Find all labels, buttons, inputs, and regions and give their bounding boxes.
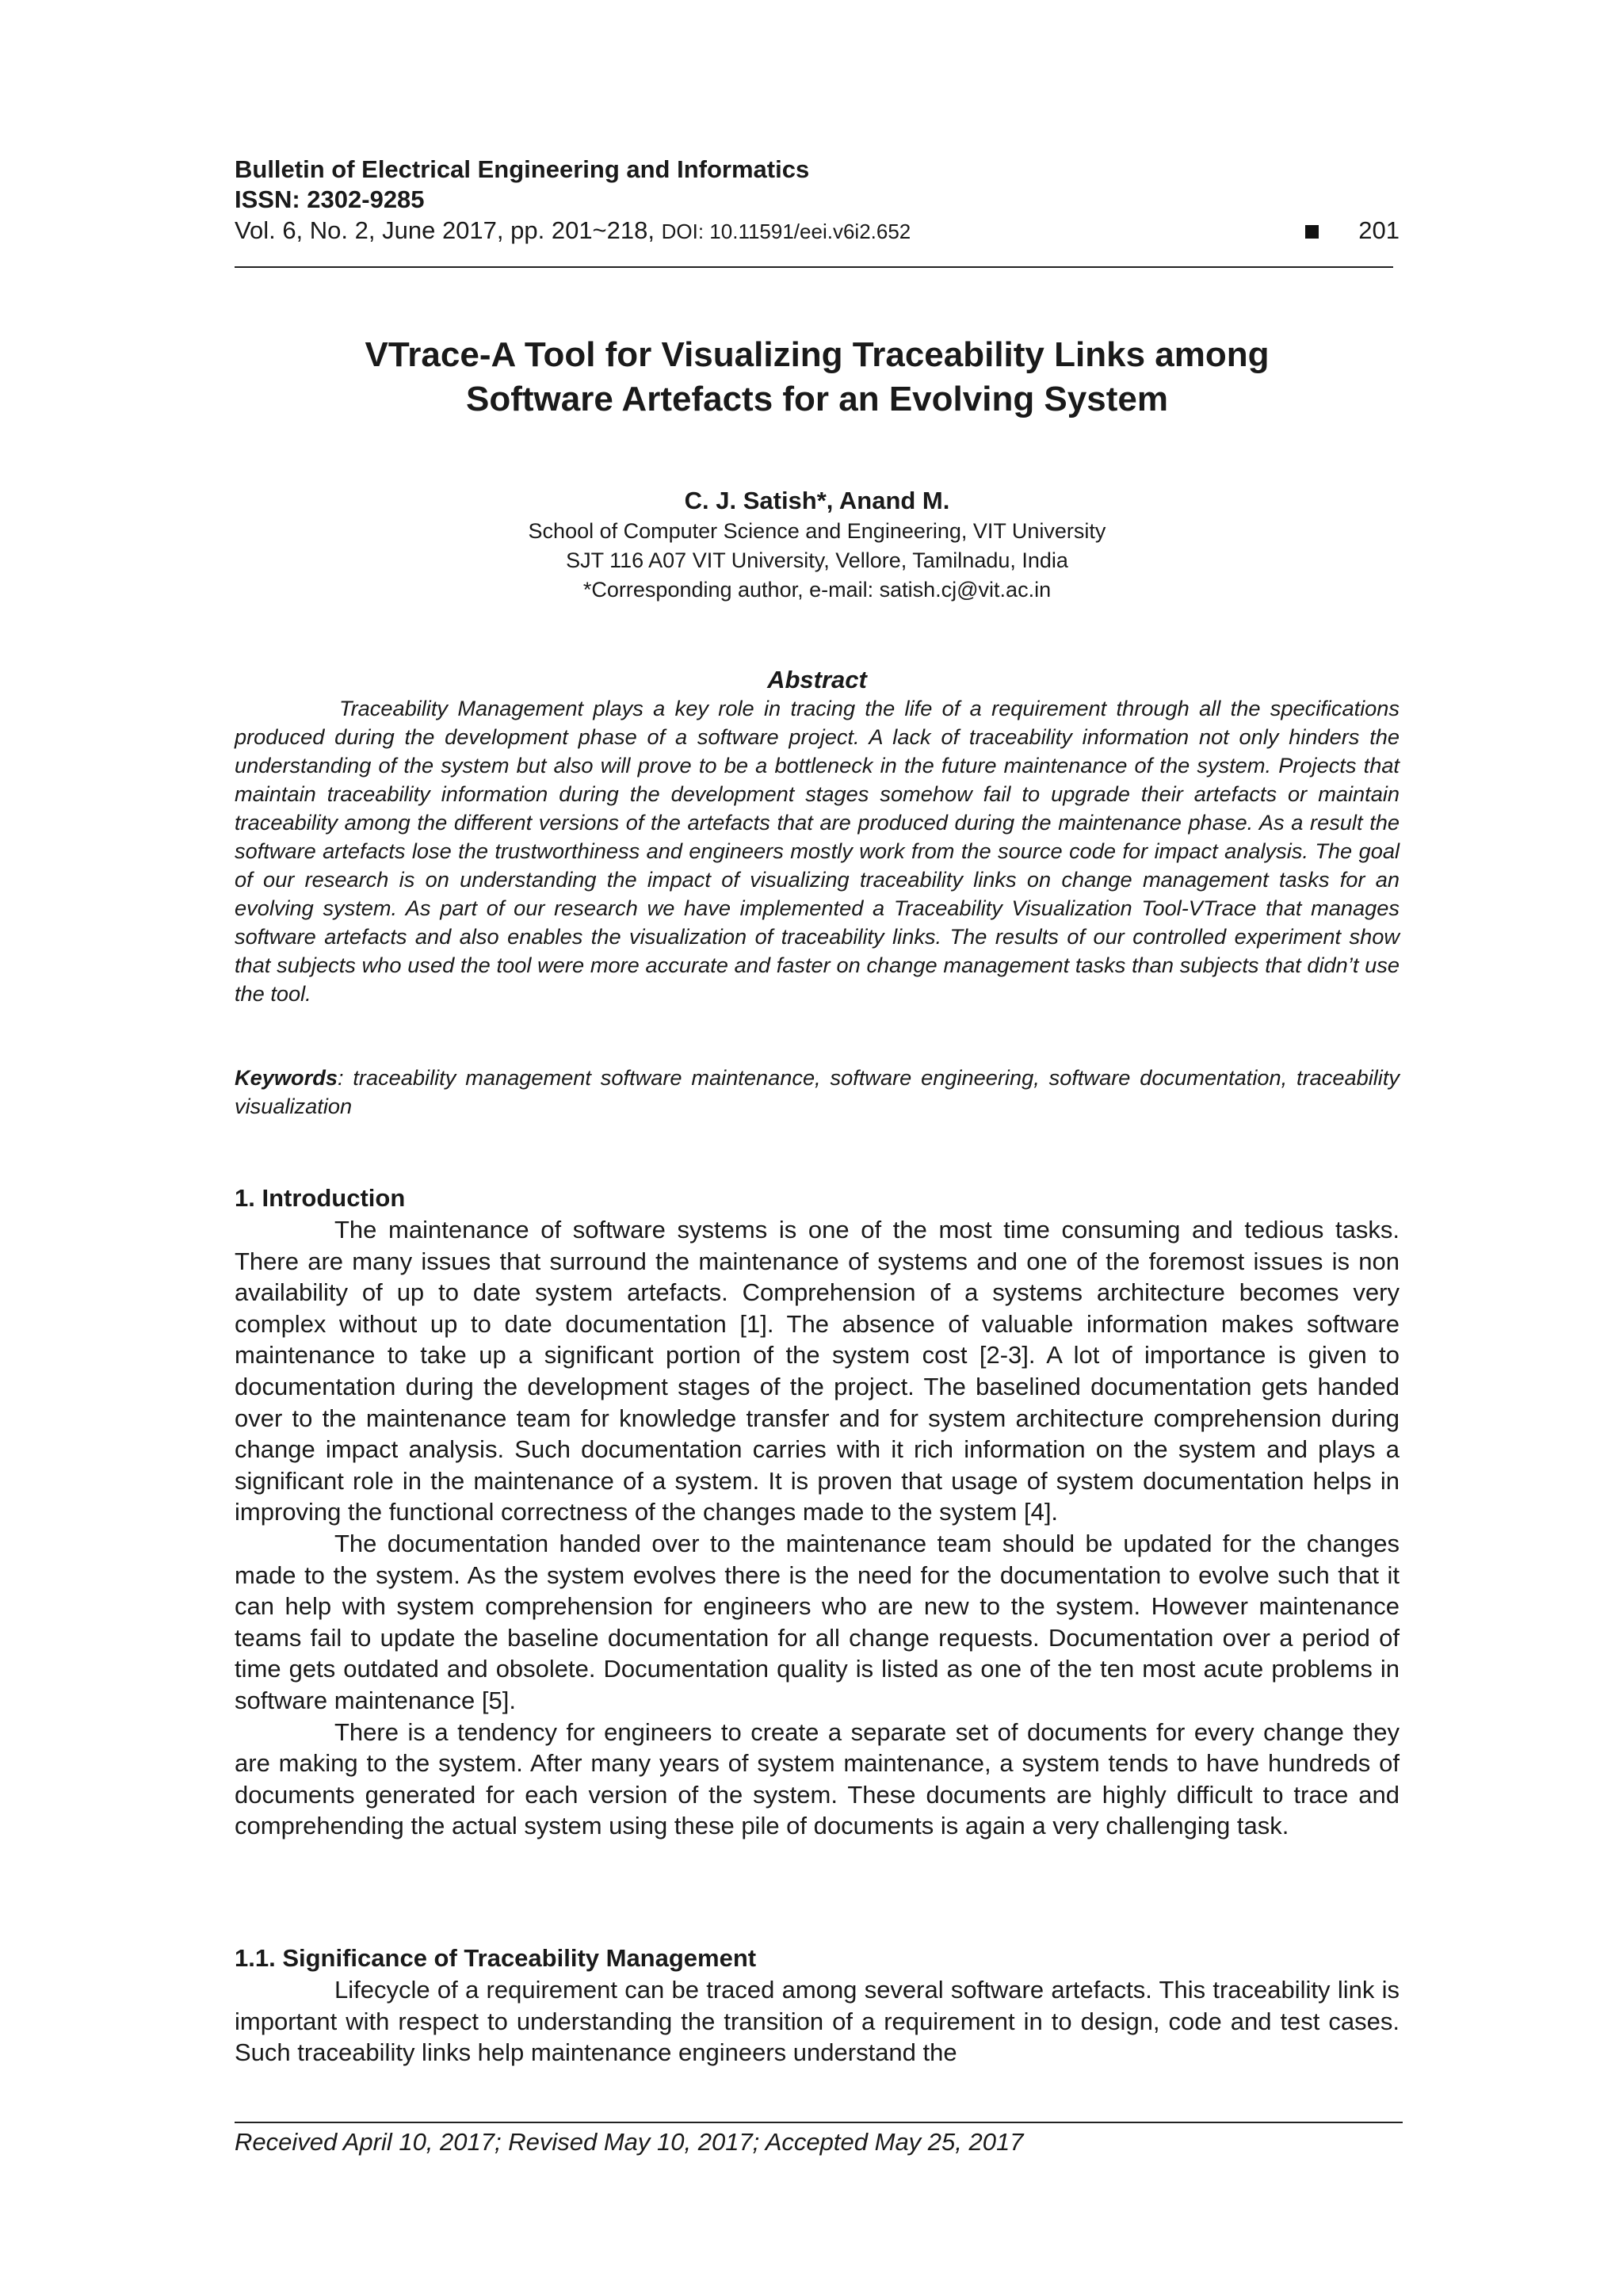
paragraph: There is a tendency for engineers to create a separate set of documents for every change they are making to the system. After many years of system maintenance, a system tends to have hundreds of documents generated for each version of the system. These documents are highly difficult to trace and comprehending the actual system using these pile of documents is again a very challenging task. (235, 1717, 1400, 1840)
abstract-text: Traceability Management plays a key role in tracing the life of a requirement through all the specifications produced during the development phase of a software project. A lack of traceability information not only hinders the understanding of the system but also will prove to be a bottleneck in the future maintenance of the system. Projects that maintain traceability information during the development stages somehow fail to upgrade their artefacts or maintain traceability among the different versions of the artefacts that are produced during the maintenance phase. As a result the software artefacts lose the trustworthiness and engineers mostly work from the source code for impact analysis. The goal of our research is on understanding the impact of visualizing traceability links on change management tasks for an evolving system. As part of our research we have implemented a Traceability Visualization Tool-VTrace that manages software artefacts and also enables the visualization of traceability links. The results of our controlled experiment show that subjects who used the tool were more accurate and faster on change management tasks than subjects that didn’t use the tool. (235, 696, 1400, 1006)
volume-info (235, 215, 911, 247)
affiliation-2: SJT 116 A07 VIT University, Vellore, Tamilnadu, India (566, 548, 1068, 572)
author-names: C. J. Satish*, Anand M. (684, 487, 950, 514)
subsection-heading: 1.1. Significance of Traceability Management (235, 1944, 757, 1972)
abstract-heading: Abstract (767, 666, 867, 693)
section-introduction (235, 1182, 1400, 1842)
volume-line (235, 215, 1400, 246)
keywords-label: Keywords (235, 1065, 338, 1090)
keywords-text: : traceability management software maintenance, software engineering, software documentation, traceability visualization (235, 1065, 1400, 1118)
paragraph: The documentation handed over to the maintenance team should be updated for the changes made to the system. As the system evolves there is the need for the documentation to evolve such that it can help with system comprehension for engineers who are new to the system. However maintenance teams fail to update the baseline documentation for all change requests. Documentation over a period of time gets outdated and obsolete. Documentation quality is listed as one of the ten most acute problems in software maintenance [5]. (235, 1529, 1400, 1714)
author-block (235, 485, 1400, 605)
square-bullet-icon (1305, 225, 1319, 239)
paragraph: Lifecycle of a requirement can be traced among several software artefacts. This traceability link is important with respect to understanding the transition of a requirement in to design, code and test cases. Such traceability links help maintenance engineers understand the (235, 1976, 1400, 2067)
keywords (235, 1064, 1400, 1121)
issn: ISSN: 2302-9285 (235, 185, 425, 213)
journal-name: Bulletin of Electrical Engineering and Informatics (235, 155, 810, 183)
received-dates: Received April 10, 2017; Revised May 10, 2017; Accepted May 25, 2017 (235, 2128, 1024, 2156)
doi: DOI: 10.11591/eei.v6i2.652 (661, 220, 911, 243)
paragraph: The maintenance of software systems is one of the most time consuming and tedious tasks. There are many issues that surround the maintenance of systems and one of the foremost issues is non availability of up to date system artefacts. Comprehension of a systems architecture becomes very complex without up to date documentation [1]. The absence of valuable information makes software maintenance to take up a significant portion of the system cost [2-3]. A lot of importance is given to documentation during the development stages of the project. The baselined documentation gets handed over to the maintenance team for knowledge transfer and for system architecture comprehension during change impact analysis. Such documentation carries with it rich information on the system and plays a significant role in the maintenance of a system. It is proven that usage of system documentation helps in improving the functional correctness of the changes made to the system [4]. (235, 1216, 1400, 1526)
title-line-2: Software Artefacts for an Evolving System (466, 380, 1168, 418)
page-number: 201 (1358, 216, 1400, 244)
title-line-1: VTrace-A Tool for Visualizing Traceability Links among (365, 335, 1270, 374)
correspondence: *Corresponding author, e-mail: satish.cj@vit.ac.in (582, 578, 1052, 602)
section-significance (235, 1943, 1400, 2069)
affiliation-1: School of Computer Science and Engineering, VIT University (528, 519, 1106, 543)
footer-divider (235, 2122, 1403, 2123)
section-heading: 1. Introduction (235, 1184, 406, 1212)
header-divider (235, 266, 1393, 268)
journal-header (235, 155, 1400, 246)
paper-title (235, 333, 1400, 422)
volume-text: Vol. 6, No. 2, June 2017, pp. 201~218, (235, 216, 662, 244)
